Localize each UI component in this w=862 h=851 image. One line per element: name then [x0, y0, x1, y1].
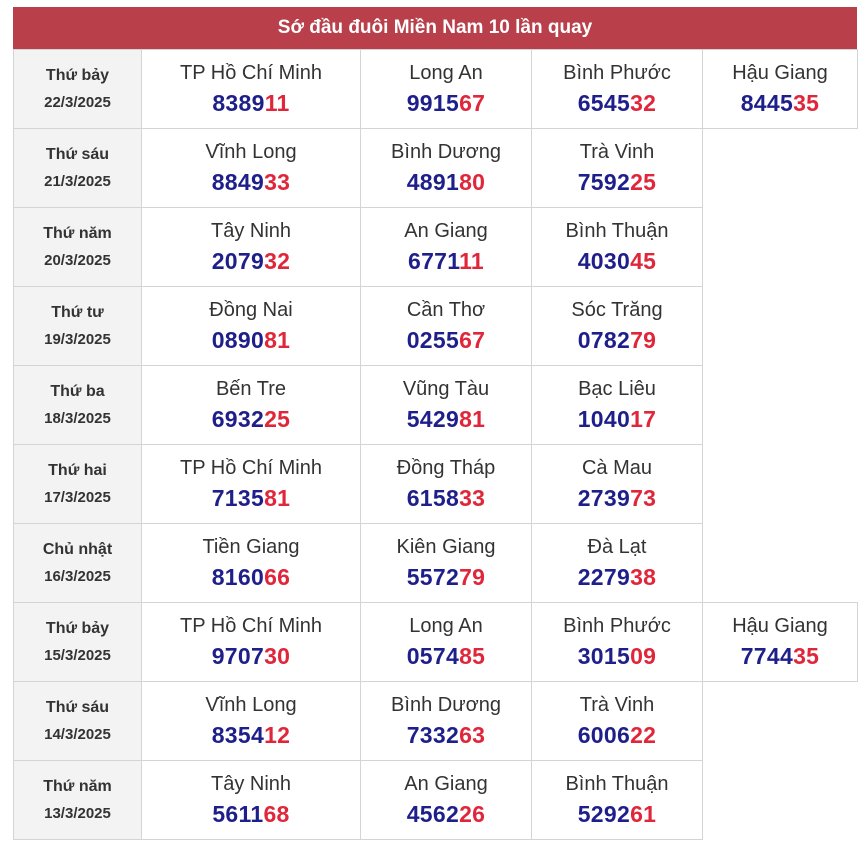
- number-head-digits: 5572: [406, 564, 460, 590]
- number-tail-digits: 17: [630, 406, 657, 432]
- province-result-cell: [532, 50, 703, 129]
- province-result-cell: [142, 761, 361, 840]
- province-name: Cần Thơ: [406, 299, 486, 321]
- number-head-digits: 0890: [211, 327, 265, 353]
- result-number: [361, 484, 531, 512]
- number-head-digits: 0574: [406, 643, 460, 669]
- province-name: Đà Lạt: [587, 536, 647, 558]
- number-head-digits: 4562: [406, 801, 460, 827]
- province-result-cell: [361, 761, 532, 840]
- number-head-digits: 6771: [407, 248, 460, 274]
- province-name: Đồng Tháp: [396, 457, 496, 479]
- province-name: TP Hồ Chí Minh: [180, 62, 322, 84]
- number-tail-digits: 79: [459, 564, 486, 590]
- weekday-label: Thứ tư: [51, 303, 104, 321]
- weekday-label: Thứ sáu: [45, 698, 110, 716]
- number-head-digits: 8354: [211, 722, 265, 748]
- result-number: [142, 800, 360, 828]
- number-tail-digits: 33: [459, 485, 486, 511]
- weekday-label: Thứ sáu: [45, 145, 110, 163]
- weekday-label: Thứ bảy: [45, 619, 110, 637]
- number-head-digits: 9707: [211, 643, 265, 669]
- province-name: Tây Ninh: [210, 220, 292, 242]
- result-number: [361, 326, 531, 354]
- result-number: [703, 89, 857, 117]
- date-label: 16/3/2025: [44, 567, 111, 585]
- province-result-cell: [361, 50, 532, 129]
- number-tail-digits: 35: [793, 90, 820, 116]
- province-name: Bình Thuận: [565, 773, 669, 795]
- number-tail-digits: 67: [459, 327, 486, 353]
- province-result-cell: [532, 445, 703, 524]
- province-name: Long An: [409, 615, 483, 637]
- number-head-digits: 5292: [577, 801, 631, 827]
- province-result-cell: [361, 129, 532, 208]
- province-name: Trà Vinh: [579, 141, 655, 163]
- table-row: [14, 129, 858, 208]
- province-result-cell: [361, 287, 532, 366]
- province-result-cell: [361, 682, 532, 761]
- province-result-cell: [142, 287, 361, 366]
- empty-cell: [703, 366, 858, 445]
- weekday-label: Thứ hai: [48, 461, 107, 479]
- number-tail-digits: 26: [459, 801, 486, 827]
- result-number: [532, 405, 702, 433]
- number-head-digits: 7135: [211, 485, 265, 511]
- number-head-digits: 0255: [406, 327, 460, 353]
- number-head-digits: 4030: [577, 248, 631, 274]
- draw-date-cell: [14, 445, 142, 524]
- province-name: Bình Phước: [563, 62, 671, 84]
- number-tail-digits: 81: [264, 485, 291, 511]
- date-label: 21/3/2025: [44, 172, 111, 190]
- province-name: Vĩnh Long: [205, 694, 297, 716]
- table-row: [14, 682, 858, 761]
- number-tail-digits: 66: [264, 564, 291, 590]
- weekday-label: Thứ ba: [50, 382, 105, 400]
- number-head-digits: 8849: [211, 169, 265, 195]
- result-number: [361, 247, 531, 275]
- result-number: [532, 563, 702, 591]
- number-head-digits: 8445: [740, 90, 794, 116]
- province-name: An Giang: [404, 773, 488, 795]
- number-head-digits: 3015: [577, 643, 631, 669]
- empty-cell: [703, 445, 858, 524]
- province-result-cell: [361, 524, 532, 603]
- province-name: Long An: [409, 62, 483, 84]
- table-row: [14, 524, 858, 603]
- date-label: 22/3/2025: [44, 93, 111, 111]
- province-result-cell: [532, 208, 703, 287]
- weekday-label: Thứ năm: [43, 777, 112, 795]
- province-name: Tiền Giang: [202, 536, 300, 558]
- result-number: [142, 642, 360, 670]
- result-number: [142, 484, 360, 512]
- empty-cell: [703, 682, 858, 761]
- number-head-digits: 0782: [577, 327, 631, 353]
- draw-date-cell: [14, 603, 142, 682]
- province-name: Vĩnh Long: [205, 141, 297, 163]
- number-head-digits: 6158: [406, 485, 460, 511]
- number-tail-digits: 30: [264, 643, 291, 669]
- province-result-cell: [142, 129, 361, 208]
- date-label: 18/3/2025: [44, 409, 111, 427]
- number-tail-digits: 73: [630, 485, 657, 511]
- date-label: 19/3/2025: [44, 330, 111, 348]
- province-result-cell: [532, 761, 703, 840]
- province-result-cell: [142, 682, 361, 761]
- number-head-digits: 7332: [406, 722, 460, 748]
- number-tail-digits: 32: [630, 90, 657, 116]
- table-row: [14, 445, 858, 524]
- province-result-cell: [361, 445, 532, 524]
- result-number: [532, 800, 702, 828]
- number-tail-digits: 45: [630, 248, 657, 274]
- number-head-digits: 8389: [212, 90, 265, 116]
- result-number: [361, 89, 531, 117]
- result-number: [142, 247, 360, 275]
- number-head-digits: 7744: [740, 643, 794, 669]
- page-title: Sớ đầu đuôi Miền Nam 10 lần quay: [13, 7, 857, 49]
- province-result-cell: [142, 50, 361, 129]
- result-number: [532, 642, 702, 670]
- date-label: 20/3/2025: [44, 251, 111, 269]
- province-name: Bình Dương: [391, 694, 501, 716]
- number-head-digits: 2279: [577, 564, 631, 590]
- province-result-cell: [532, 366, 703, 445]
- number-head-digits: 8160: [211, 564, 265, 590]
- province-result-cell: [703, 603, 858, 682]
- province-result-cell: [142, 445, 361, 524]
- draw-date-cell: [14, 208, 142, 287]
- result-number: [361, 642, 531, 670]
- number-tail-digits: 79: [630, 327, 657, 353]
- number-tail-digits: 67: [459, 90, 486, 116]
- result-number: [532, 89, 702, 117]
- number-tail-digits: 85: [459, 643, 486, 669]
- number-head-digits: 9915: [406, 90, 460, 116]
- number-head-digits: 7592: [577, 169, 631, 195]
- draw-date-cell: [14, 524, 142, 603]
- province-result-cell: [142, 603, 361, 682]
- draw-date-cell: [14, 129, 142, 208]
- number-head-digits: 2739: [577, 485, 631, 511]
- province-name: Bình Thuận: [565, 220, 669, 242]
- results-table: [13, 49, 858, 840]
- province-result-cell: [532, 682, 703, 761]
- lottery-results-panel: [13, 7, 857, 840]
- province-result-cell: [361, 366, 532, 445]
- province-name: Bạc Liêu: [578, 378, 656, 400]
- draw-date-cell: [14, 682, 142, 761]
- result-number: [532, 326, 702, 354]
- province-name: Bình Phước: [563, 615, 671, 637]
- province-name: Đồng Nai: [209, 299, 293, 321]
- number-tail-digits: 25: [264, 406, 291, 432]
- result-number: [532, 721, 702, 749]
- number-tail-digits: 12: [264, 722, 291, 748]
- number-tail-digits: 68: [263, 801, 290, 827]
- empty-cell: [703, 129, 858, 208]
- weekday-label: Thứ bảy: [45, 66, 110, 84]
- number-tail-digits: 80: [459, 169, 486, 195]
- number-tail-digits: 81: [264, 327, 291, 353]
- number-tail-digits: 63: [459, 722, 486, 748]
- number-head-digits: 2079: [211, 248, 265, 274]
- date-label: 17/3/2025: [44, 488, 111, 506]
- draw-date-cell: [14, 761, 142, 840]
- result-number: [532, 168, 702, 196]
- province-result-cell: [361, 603, 532, 682]
- province-result-cell: [142, 208, 361, 287]
- date-label: 14/3/2025: [44, 725, 111, 743]
- table-row: [14, 366, 858, 445]
- province-result-cell: [142, 366, 361, 445]
- province-result-cell: [532, 524, 703, 603]
- result-number: [361, 405, 531, 433]
- date-label: 15/3/2025: [44, 646, 111, 664]
- table-row: [14, 287, 858, 366]
- number-head-digits: 1040: [577, 406, 631, 432]
- weekday-label: Thứ năm: [43, 224, 112, 242]
- number-tail-digits: 11: [264, 90, 290, 116]
- province-name: Bình Dương: [391, 141, 501, 163]
- province-result-cell: [532, 287, 703, 366]
- province-name: Sóc Trăng: [571, 299, 663, 321]
- number-head-digits: 6545: [577, 90, 631, 116]
- number-tail-digits: 22: [630, 722, 657, 748]
- result-number: [142, 89, 360, 117]
- number-head-digits: 5611: [212, 801, 264, 827]
- table-row: [14, 603, 858, 682]
- province-name: Vũng Tàu: [402, 378, 490, 400]
- number-tail-digits: 81: [459, 406, 486, 432]
- result-number: [703, 642, 857, 670]
- number-tail-digits: 61: [630, 801, 657, 827]
- province-name: Hậu Giang: [732, 62, 828, 84]
- province-name: Kiên Giang: [396, 536, 496, 558]
- number-tail-digits: 09: [630, 643, 657, 669]
- results-table-body: [14, 50, 858, 840]
- province-name: An Giang: [404, 220, 488, 242]
- province-name: Bến Tre: [215, 378, 287, 400]
- result-number: [361, 168, 531, 196]
- number-tail-digits: 25: [630, 169, 657, 195]
- province-name: Hậu Giang: [732, 615, 828, 637]
- weekday-label: Chủ nhật: [42, 540, 113, 558]
- empty-cell: [703, 287, 858, 366]
- number-head-digits: 6006: [577, 722, 631, 748]
- table-row: [14, 208, 858, 287]
- draw-date-cell: [14, 366, 142, 445]
- draw-date-cell: [14, 287, 142, 366]
- province-result-cell: [142, 524, 361, 603]
- province-result-cell: [361, 208, 532, 287]
- number-tail-digits: 38: [630, 564, 657, 590]
- date-label: 13/3/2025: [44, 804, 111, 822]
- number-tail-digits: 35: [793, 643, 820, 669]
- province-result-cell: [532, 129, 703, 208]
- result-number: [142, 721, 360, 749]
- result-number: [361, 721, 531, 749]
- result-number: [361, 800, 531, 828]
- province-name: Cà Mau: [581, 457, 653, 479]
- table-row: [14, 50, 858, 129]
- draw-date-cell: [14, 50, 142, 129]
- number-tail-digits: 11: [459, 248, 485, 274]
- table-row: [14, 761, 858, 840]
- province-name: Trà Vinh: [579, 694, 655, 716]
- number-tail-digits: 33: [264, 169, 291, 195]
- province-result-cell: [532, 603, 703, 682]
- province-name: TP Hồ Chí Minh: [180, 457, 322, 479]
- result-number: [142, 405, 360, 433]
- empty-cell: [703, 524, 858, 603]
- result-number: [532, 247, 702, 275]
- province-name: TP Hồ Chí Minh: [180, 615, 322, 637]
- result-number: [532, 484, 702, 512]
- result-number: [142, 326, 360, 354]
- result-number: [361, 563, 531, 591]
- empty-cell: [703, 208, 858, 287]
- number-tail-digits: 32: [264, 248, 291, 274]
- number-head-digits: 4891: [406, 169, 460, 195]
- province-name: Tây Ninh: [210, 773, 292, 795]
- empty-cell: [703, 761, 858, 840]
- result-number: [142, 168, 360, 196]
- number-head-digits: 5429: [406, 406, 460, 432]
- number-head-digits: 6932: [211, 406, 265, 432]
- result-number: [142, 563, 360, 591]
- province-result-cell: [703, 50, 858, 129]
